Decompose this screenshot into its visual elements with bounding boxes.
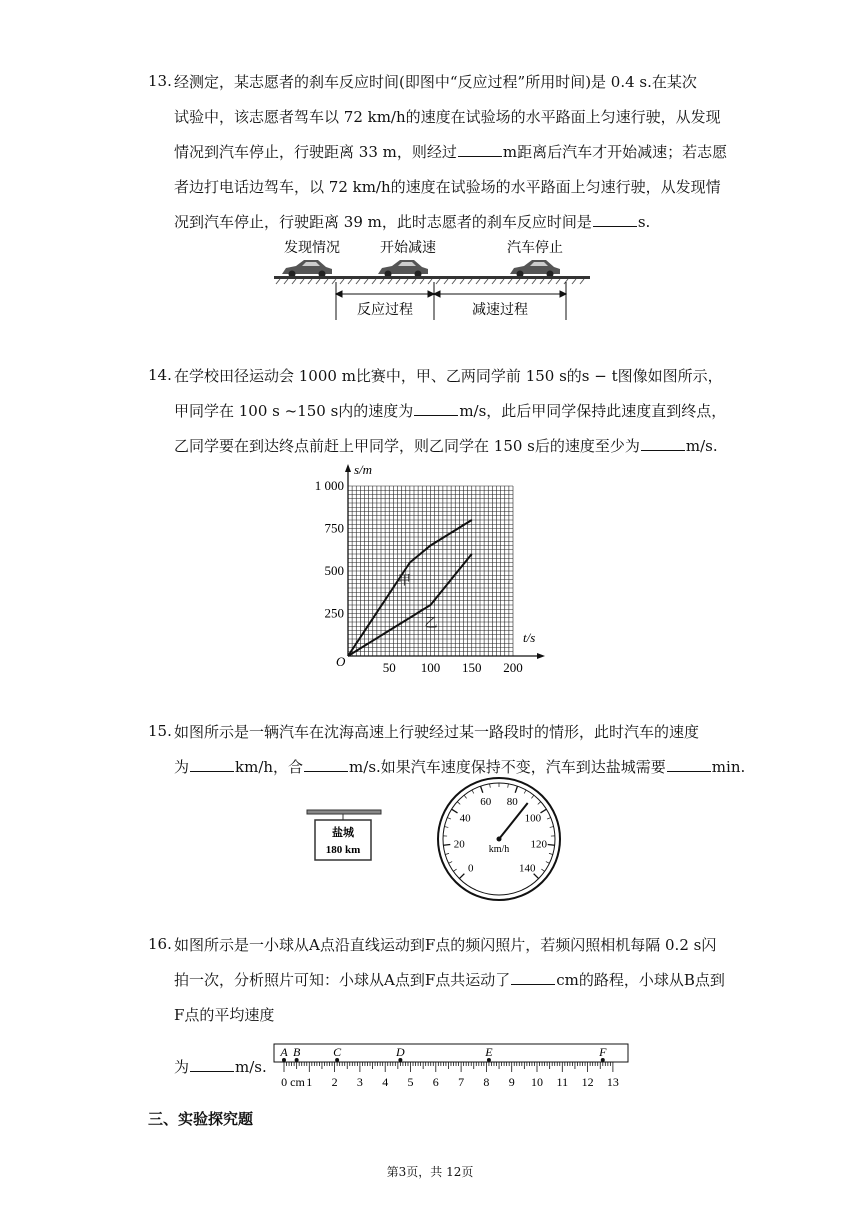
speedometer bbox=[436, 776, 562, 902]
ruler-number: 12 bbox=[581, 1075, 594, 1089]
q15-line-1: 如图所示是一辆汽车在沈海高速上行驶经过某一路段时的情形，此时汽车的速度 bbox=[174, 723, 700, 741]
gauge-label: 20 bbox=[453, 838, 465, 851]
q14-line-3: 乙同学要在到达终点前赶上甲同学，则乙同学在 150 s后的速度至少为 m/s. bbox=[174, 437, 718, 455]
y-tick-label: 750 bbox=[324, 520, 344, 536]
answer-blank[interactable] bbox=[593, 212, 637, 227]
gauge-label: 40 bbox=[459, 812, 471, 825]
origin-label: O bbox=[336, 654, 346, 669]
label-start: 开始减速 bbox=[380, 241, 436, 256]
x-tick-label: 100 bbox=[420, 660, 441, 675]
answer-blank[interactable] bbox=[414, 401, 458, 416]
point-label: C bbox=[333, 1045, 342, 1059]
ruler-number: 3 bbox=[356, 1075, 363, 1089]
q14-line-2: 甲同学在 100 s ~150 s内的速度为 m/s，此后甲同学保持此速度直到终点， bbox=[174, 402, 727, 420]
point-label: B bbox=[292, 1045, 301, 1059]
q14-line-1: 在学校田径运动会 1000 m比赛中，甲、乙两同学前 150 s的s − t图像如图所示， bbox=[174, 367, 723, 385]
ruler-number: 11 bbox=[556, 1075, 569, 1089]
point-label: F bbox=[599, 1045, 607, 1059]
answer-blank[interactable] bbox=[304, 757, 348, 772]
car-icon bbox=[282, 260, 332, 278]
gauge-tick bbox=[548, 844, 555, 845]
label-decel: 减速过程 bbox=[472, 303, 528, 318]
answer-blank[interactable] bbox=[190, 757, 234, 772]
ruler-number: 6 bbox=[432, 1075, 439, 1089]
y-axis-arrow bbox=[345, 464, 351, 472]
label-stop: 汽车停止 bbox=[507, 241, 563, 256]
gauge-label: 120 bbox=[530, 838, 547, 851]
series-label: 甲 bbox=[397, 572, 411, 588]
ruler-photo bbox=[270, 1040, 632, 1092]
x-tick-label: 150 bbox=[462, 660, 482, 675]
car-icon bbox=[378, 260, 428, 278]
x-axis-label: t/s bbox=[523, 630, 536, 645]
q16-line-1: 如图所示是一小球从A点沿直线运动到F点的频闪照片，若频闪照相机每隔 0.2 s闪 bbox=[174, 936, 717, 954]
ruler-number: 9 bbox=[508, 1075, 515, 1089]
series-label: 乙 bbox=[424, 615, 438, 630]
ruler-ticks bbox=[284, 1062, 613, 1072]
sign-city: 盐城 bbox=[332, 827, 354, 839]
gauge-label: 100 bbox=[524, 812, 542, 825]
x-axis-arrow bbox=[537, 653, 545, 659]
answer-blank[interactable] bbox=[511, 970, 555, 985]
gauge-label: 140 bbox=[519, 862, 536, 875]
answer-blank[interactable] bbox=[458, 142, 502, 157]
point-label: A bbox=[280, 1045, 288, 1059]
ruler-number: 10 bbox=[531, 1075, 543, 1089]
ruler-number: 2 bbox=[331, 1075, 338, 1089]
q16-line-2: 拍一次，分析照片可知：小球从A点到F点共运动了 cm的路程，小球从B点到 bbox=[174, 971, 725, 989]
point-label: E bbox=[485, 1045, 493, 1059]
q13-line-5: 况到汽车停止，行驶距离 39 m，此时志愿者的刹车反应时间是 s. bbox=[174, 213, 651, 231]
page-footer: 第3页，共 12页 bbox=[386, 1165, 474, 1179]
answer-blank[interactable] bbox=[190, 1057, 234, 1072]
sign-distance: 180 km bbox=[325, 844, 361, 856]
q13-line-2: 试验中，该志愿者驾车以 72 km/h的速度在试验场的水平路面上匀速行驶，从发现 bbox=[174, 108, 721, 126]
q16-line-3: F点的平均速度 bbox=[174, 1006, 275, 1024]
ruler-number: 5 bbox=[407, 1075, 414, 1089]
label-react: 反应过程 bbox=[357, 303, 413, 318]
braking-diagram bbox=[270, 232, 600, 322]
gauge-label: 60 bbox=[480, 796, 492, 809]
point-label: D bbox=[396, 1045, 405, 1059]
question-number: 16. bbox=[148, 935, 172, 953]
gauge-tick bbox=[443, 844, 450, 845]
question-number: 13. bbox=[148, 72, 172, 90]
q16-line-4: 为 m/s. bbox=[174, 1058, 267, 1076]
y-tick-label: 1 000 bbox=[314, 478, 344, 493]
answer-blank[interactable] bbox=[667, 757, 711, 772]
x-tick-label: 200 bbox=[503, 660, 523, 675]
gauge-unit: km/h bbox=[488, 844, 510, 855]
ruler-number: 8 bbox=[483, 1075, 490, 1089]
y-axis-label: s/m bbox=[354, 462, 373, 477]
y-tick-label: 250 bbox=[324, 605, 344, 621]
label-find: 发现情况 bbox=[284, 241, 340, 256]
q13-line-1: 经测定，某志愿者的刹车反应时间(即图中“反应过程”所用时间)是 0.4 s.在某次 bbox=[174, 73, 697, 91]
gauge-label: 80 bbox=[506, 796, 518, 809]
answer-blank[interactable] bbox=[641, 436, 685, 451]
s-t-chart bbox=[300, 460, 560, 675]
ruler-number: 1 bbox=[306, 1075, 313, 1089]
gauge-label: 0 bbox=[467, 862, 474, 875]
question-number: 15. bbox=[148, 722, 172, 740]
ruler-number: 7 bbox=[458, 1075, 465, 1089]
y-tick-label: 500 bbox=[324, 563, 344, 578]
section-title: 三、实验探究题 bbox=[148, 1110, 254, 1128]
question-number: 14. bbox=[148, 366, 172, 384]
chart-grid bbox=[348, 486, 513, 656]
road-hatching bbox=[276, 279, 584, 284]
ruler-numbers bbox=[281, 1075, 619, 1089]
ruler-number: 13 bbox=[606, 1075, 619, 1089]
x-tick-label: 50 bbox=[382, 660, 396, 675]
road-sign bbox=[305, 808, 385, 864]
car-icon bbox=[510, 260, 560, 278]
q13-line-4: 者边打电话边驾车，以 72 km/h的速度在试验场的水平路面上匀速行驶，从发现情 bbox=[174, 178, 721, 196]
chart-axes bbox=[345, 464, 545, 659]
q13-line-3: 情况到汽车停止，行驶距离 33 m，则经过 m距离后汽车才开始减速；若志愿 bbox=[174, 143, 728, 161]
ruler-number: 4 bbox=[382, 1075, 389, 1089]
ruler-number: 0 cm bbox=[281, 1075, 305, 1089]
road bbox=[274, 276, 590, 279]
q15-line-2: 为 km/h，合 m/s.如果汽车速度保持不变，汽车到达盐城需要 min. bbox=[174, 758, 746, 776]
